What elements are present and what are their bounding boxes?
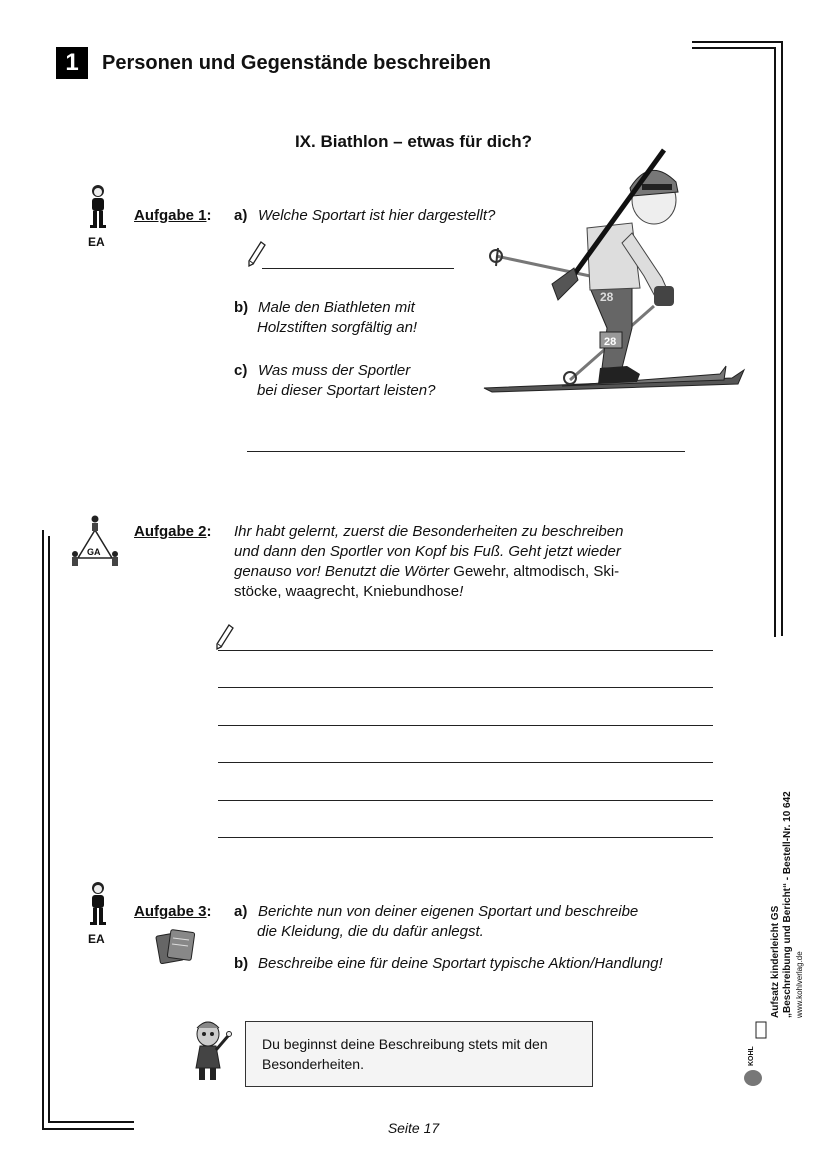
professor-mascot-icon <box>188 1020 236 1084</box>
task3-a-text-2: die Kleidung, die du dafür anlegst. <box>257 923 484 940</box>
pencil-icon <box>247 240 267 268</box>
task3-label: Aufgabe 3: <box>134 903 212 920</box>
answer-line-task2-2[interactable] <box>218 687 713 688</box>
task2-badge: GA <box>87 547 101 557</box>
task1-b-marker: b) <box>234 299 249 316</box>
notebook-icon <box>155 928 197 964</box>
task2-text-2: und dann den Sportler von Kopf bis Fuß. Geht jetzt wieder <box>234 543 621 560</box>
task3-b-marker: b) <box>234 955 249 972</box>
task3-badge: EA <box>88 932 105 946</box>
single-work-icon <box>84 880 112 930</box>
bib-number-back: 28 <box>600 290 614 304</box>
bib-number-leg: 28 <box>604 336 617 348</box>
page-number: Seite 17 <box>387 1120 440 1136</box>
publisher-sidebar <box>770 791 806 1018</box>
task1-c-text-2: bei dieser Sportart leisten? <box>257 382 436 399</box>
task3-b-text: Beschreibe eine für deine Sportart typische Aktion/Handlung! <box>258 955 663 972</box>
answer-line-task2-4[interactable] <box>218 762 713 763</box>
sidebar-line-2: „Beschreibung und Bericht“ - Bestell-Nr. 10 642 <box>782 791 793 1018</box>
answer-line-task2-6[interactable] <box>218 837 713 838</box>
sidebar-line-1: Aufsatz kinderleicht GS <box>770 905 781 1018</box>
task1-b-text-1: Male den Biathleten mit <box>258 299 415 316</box>
pencil-icon <box>215 623 235 651</box>
tip-text-1: Du beginnst deine Beschreibung stets mit den <box>262 1036 548 1052</box>
task2-label: Aufgabe 2: <box>134 523 212 540</box>
group-work-icon <box>70 514 120 570</box>
frame-left-outer <box>42 530 44 1130</box>
answer-line-task1-c[interactable] <box>247 451 685 452</box>
task1-c-marker: c) <box>234 362 248 379</box>
tip-text-2: Besonderheiten. <box>262 1056 364 1072</box>
tip-box <box>245 1021 593 1087</box>
page-title: Personen und Gegenstände beschreiben <box>102 52 491 74</box>
chapter-number-box: 1 <box>56 47 88 79</box>
frame-top-right-inner <box>692 47 774 49</box>
frame-left-inner <box>48 536 50 1123</box>
answer-line-task2-3[interactable] <box>218 725 713 726</box>
answer-line-task1-a[interactable] <box>262 268 454 269</box>
task2-text-4: stöcke, waagrecht, Kniebundhose! <box>234 583 464 600</box>
frame-top-right-outer <box>692 41 782 43</box>
answer-line-task2-5[interactable] <box>218 800 713 801</box>
task3-a-marker: a) <box>234 903 248 920</box>
task1-b-text-2: Holzstiften sorgfältig an! <box>257 319 418 336</box>
task1-badge: EA <box>88 235 105 249</box>
publisher-name: KOHL <box>748 1046 755 1066</box>
task1-label: Aufgabe 1: <box>134 207 212 224</box>
single-work-icon <box>84 183 112 233</box>
task1-a-text: Welche Sportart ist hier dargestellt? <box>258 207 496 224</box>
task2-text-3: genauso vor! Benutzt die Wörter Gewehr, altmodisch, Ski- <box>234 563 620 580</box>
publisher-logo <box>742 1020 768 1090</box>
task3-a-text-1: Berichte nun von deiner eigenen Sportart und beschreibe <box>258 903 639 920</box>
frame-right-outer <box>781 41 783 636</box>
task1-a-marker: a) <box>234 207 248 224</box>
biathlete-illustration <box>482 148 752 394</box>
section-title: IX. Biathlon – etwas für dich? <box>294 132 533 151</box>
task1-c-text-1: Was muss der Sportler <box>258 362 411 379</box>
task2-text-1: Ihr habt gelernt, zuerst die Besonderheiten zu beschreiben <box>234 523 624 540</box>
sidebar-line-3: www.kohlverlag.de <box>795 951 804 1018</box>
answer-line-task2-1[interactable] <box>218 650 713 651</box>
